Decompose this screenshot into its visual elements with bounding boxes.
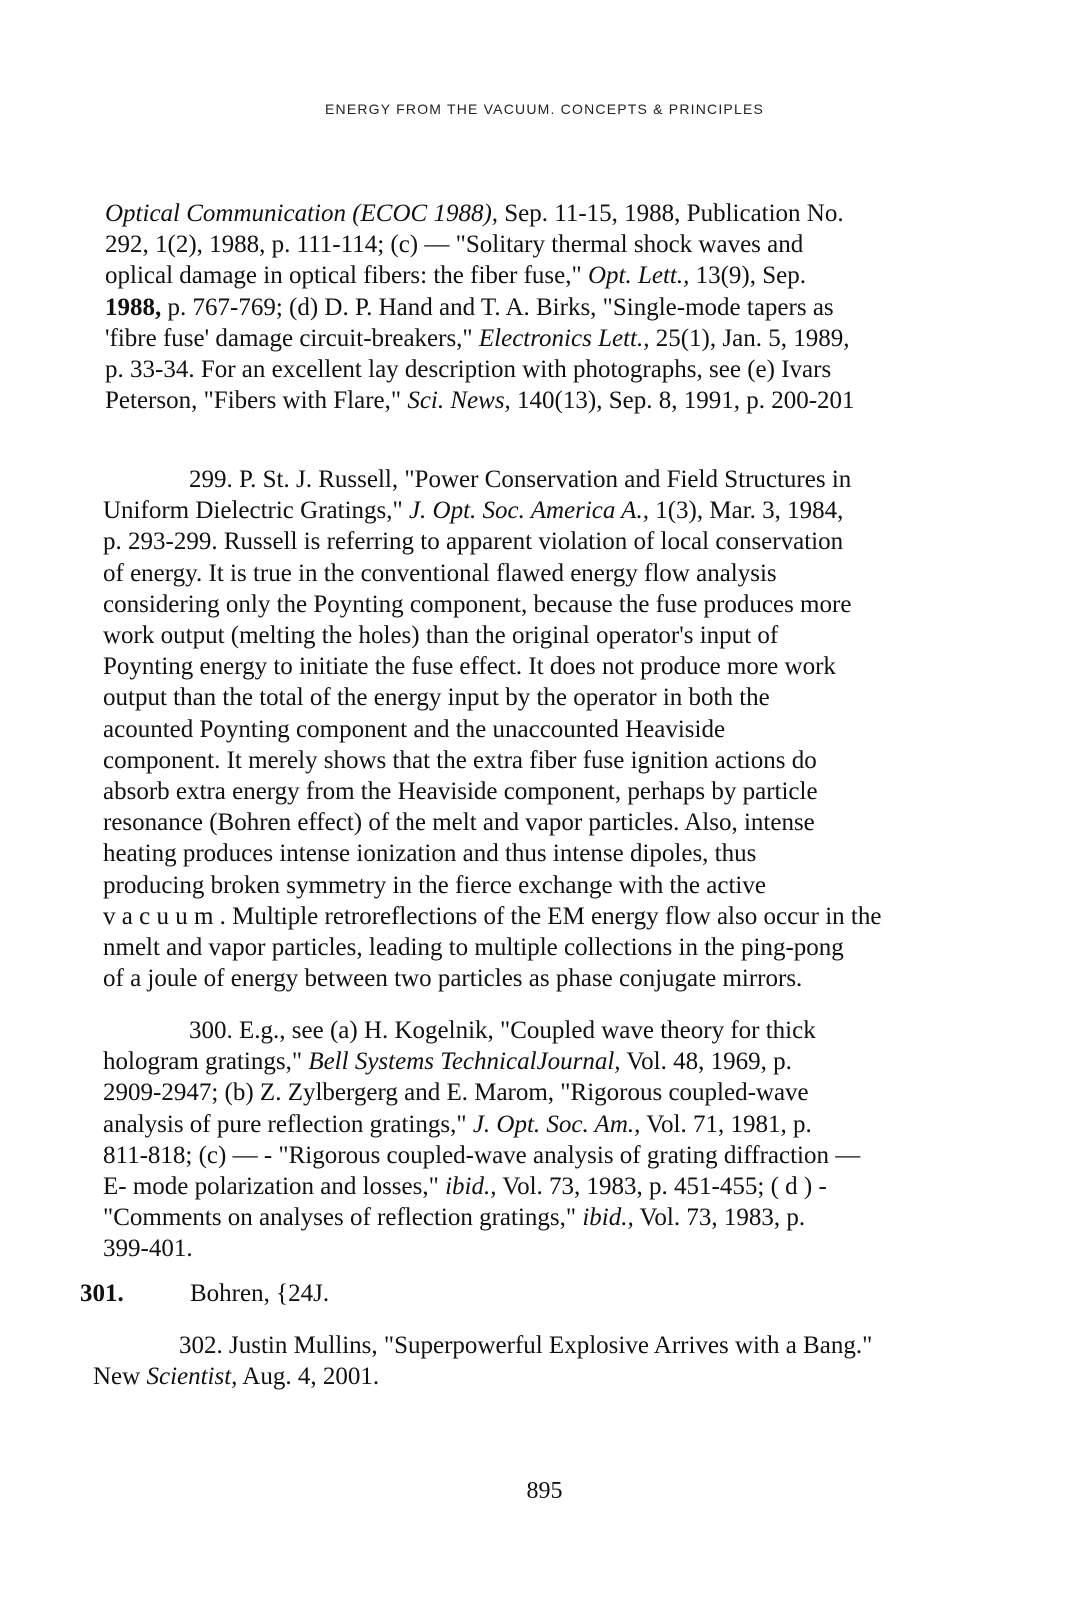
- text-line: p. 33-34. For an excellent lay description with photographs, see (e) Ivars: [105, 356, 832, 384]
- text-line: 300. E.g., see (a) H. Kogelnik, "Coupled wave theory for thick: [189, 1017, 816, 1044]
- text-run: Vol. 73, 1983, p.: [633, 1204, 806, 1232]
- text-run: E- mode polarization and losses,": [103, 1173, 446, 1201]
- text-run: Vol. 48, 1969, p.: [620, 1048, 792, 1076]
- text-run: New: [93, 1363, 147, 1391]
- text-line: heating produces intense ionization and thus intense dipoles, thus: [103, 840, 757, 868]
- text-run: p. 767-769; (d) D. P. Hand and T. A. Birks, "Single-mode tapers as: [161, 293, 834, 321]
- text-line: of energy. It is true in the conventional flawed energy flow analysis: [103, 559, 777, 587]
- page-number: 895: [526, 1478, 563, 1504]
- text-line: 302. Justin Mullins, "Superpowerful Explosive Arrives with a Bang.": [179, 1332, 873, 1359]
- reference-298-continuation: [105, 198, 855, 416]
- running-header: ENERGY FROM THE VACUUM. CONCEPTS & PRINCIPLES: [324, 101, 765, 117]
- journal-title: Scientist,: [146, 1363, 238, 1391]
- journal-title: J. Opt. Soc. Am.,: [472, 1110, 641, 1138]
- text-run: Aug. 4, 2001.: [237, 1363, 380, 1391]
- text-run: 140(13), Sep. 8, 1991, p. 200-201: [510, 387, 855, 415]
- journal-title: Sci. News,: [407, 387, 511, 415]
- text-line: acounted Poynting component and the unaccounted Heaviside: [103, 715, 726, 743]
- text-line: [103, 495, 881, 526]
- text-line: [103, 1109, 860, 1140]
- text-line: [103, 1202, 860, 1233]
- text-run: "Comments on analyses of reflection gratings,": [103, 1204, 583, 1232]
- reference-301-text: Bohren, {24J.: [190, 1280, 330, 1307]
- text-line: 299. P. St. J. Russell, "Power Conservation and Field Structures in: [189, 466, 852, 493]
- text-line: component. It merely shows that the extra fiber fuse ignition actions do: [103, 746, 817, 774]
- text-line: output than the total of the energy input by the operator in both the: [103, 684, 770, 712]
- text-run: hologram gratings,": [103, 1048, 309, 1076]
- text-line: absorb extra energy from the Heaviside component, perhaps by particle: [103, 778, 818, 806]
- reference-301-number: 301.: [80, 1280, 124, 1307]
- text-line: 399-401.: [103, 1235, 193, 1263]
- text-line: [103, 1046, 860, 1077]
- text-line: p. 293-299. Russell is referring to apparent violation of local conservation: [103, 528, 844, 556]
- text-run: 1(3), Mar. 3, 1984,: [648, 497, 844, 525]
- text-line: producing broken symmetry in the fierce exchange with the active: [103, 871, 766, 899]
- text-line: [105, 260, 855, 291]
- journal-title: J. Opt. Soc. America A.,: [408, 497, 649, 525]
- text-run: Uniform Dielectric Gratings,": [103, 497, 409, 525]
- text-run: analysis of pure reflection gratings,": [103, 1110, 473, 1138]
- text-line: [103, 1171, 860, 1202]
- text-line: Poynting energy to initiate the fuse effect. It does not produce more work: [103, 653, 836, 681]
- text-line: [105, 198, 855, 229]
- text-line: work output (melting the holes) than the original operator's input of: [103, 622, 779, 650]
- text-line: considering only the Poynting component, because the fuse produces more: [103, 590, 852, 618]
- journal-title: ibid.,: [582, 1204, 634, 1232]
- journal-title: Opt. Lett.,: [587, 262, 690, 290]
- text-line: of a joule of energy between two particles as phase conjugate mirrors.: [103, 965, 803, 993]
- text-line: resonance (Bohren effect) of the melt and vapor particles. Also, intense: [103, 809, 815, 837]
- text-run: 'fibre fuse' damage circuit-breakers,": [105, 324, 479, 352]
- text-line: 292, 1(2), 1988, p. 111-114; (c) — "Solitary thermal shock waves and: [105, 231, 804, 259]
- text-run: Sep. 11-15, 1988, Publication No.: [498, 200, 844, 227]
- text-run: Vol. 71, 1981, p.: [640, 1110, 812, 1138]
- text-line: [93, 1361, 872, 1392]
- reference-299: [103, 464, 881, 994]
- text-run: oplical damage in optical fibers: the fiber fuse,": [105, 262, 588, 290]
- text-line: v a c u u m . Multiple retroreflections of the EM energy flow also occur in the: [103, 902, 882, 930]
- text-line: [105, 292, 855, 323]
- text-line: [105, 323, 855, 354]
- text-run: Peterson, "Fibers with Flare,": [105, 387, 408, 415]
- journal-title: Electronics Lett.,: [478, 324, 650, 352]
- journal-title: Optical Communication (ECOC 1988),: [105, 200, 499, 227]
- bold-year: 1988,: [105, 293, 162, 321]
- text-line: 2909-2947; (b) Z. Zylbergerg and E. Marom, "Rigorous coupled-wave: [103, 1079, 809, 1107]
- text-run: 25(1), Jan. 5, 1989,: [649, 324, 850, 352]
- reference-302: [93, 1330, 872, 1392]
- journal-title: Bell Systems TechnicalJournal,: [308, 1048, 621, 1076]
- text-line: 811-818; (c) — - "Rigorous coupled-wave analysis of grating diffraction —: [103, 1141, 861, 1169]
- text-run: Vol. 73, 1983, p. 451-455; ( d ) -: [496, 1173, 827, 1201]
- reference-300: [103, 1015, 860, 1265]
- text-run: 13(9), Sep.: [689, 262, 807, 290]
- text-line: [105, 385, 855, 416]
- journal-title: ibid.,: [445, 1173, 497, 1201]
- text-line: nmelt and vapor particles, leading to multiple collections in the ping-pong: [103, 934, 844, 962]
